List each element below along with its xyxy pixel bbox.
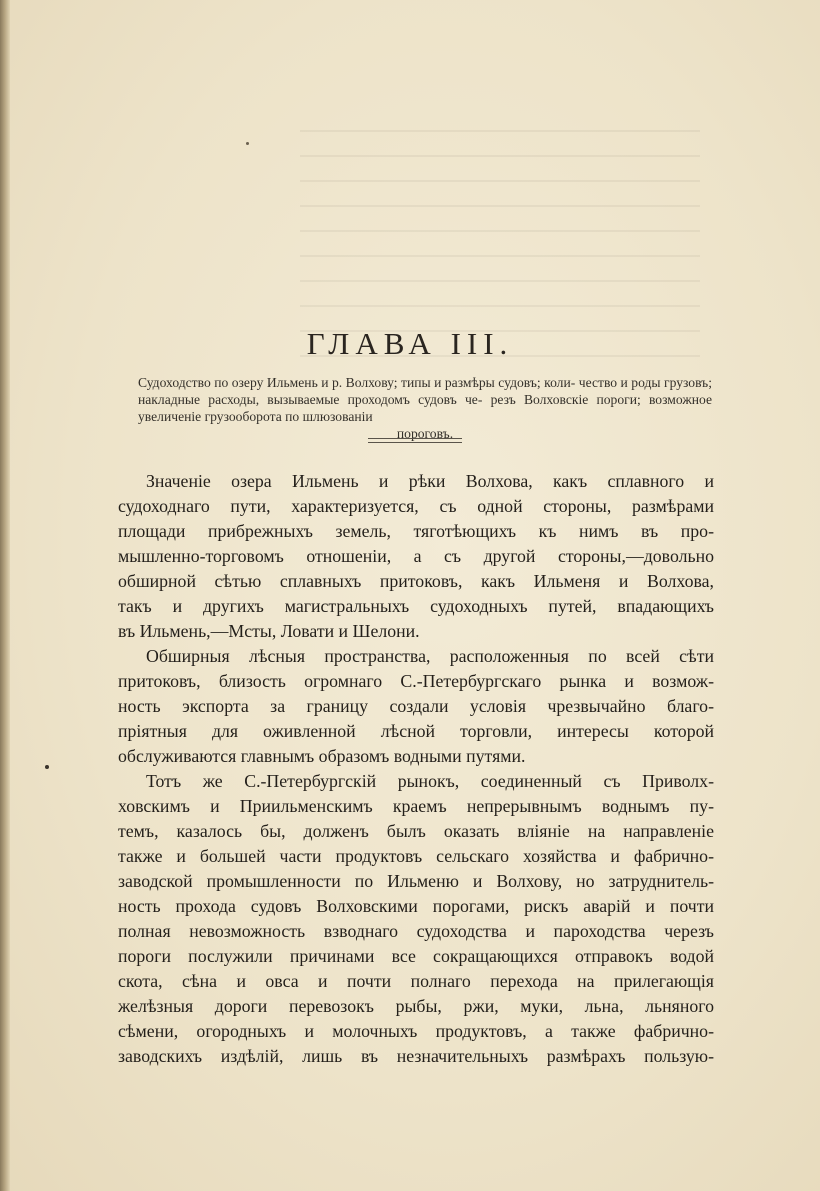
paper-speck xyxy=(246,142,249,145)
text-line: ность экспорта за границу создали условія чрезвычайно благо- xyxy=(118,696,714,716)
chapter-title: ГЛАВА III. xyxy=(306,326,514,361)
text-line: ховскимъ и Приильменскимъ краемъ непрерывнымъ воднымъ пу- xyxy=(118,796,714,816)
summary-line: Судоходство по озеру Ильмень и р. Волхову; типы и размѣры судовъ; коли- xyxy=(138,375,576,390)
text-line: также и большей части продуктовъ сельскаго хозяйства и фабрично- xyxy=(118,846,714,866)
text-line: заводской промышленности по Ильменю и Волхову, но затруднитель- xyxy=(118,871,714,891)
text-line: площади прибрежныхъ земель, тяготѣющихъ къ нимъ въ про- xyxy=(118,521,714,541)
text-line: судоходнаго пути, характеризуется, съ одной стороны, размѣрами xyxy=(118,496,714,516)
summary-line: чество и роды грузовъ; накладные расходы, вызываемые проходомъ судовъ че- xyxy=(138,375,712,407)
text-line: пороги послужили причинами все сокращающихся отправокъ водой xyxy=(118,946,714,966)
text-line: желѣзныя дороги перевозокъ рыбы, ржи, муки, льна, льняного xyxy=(118,996,714,1016)
text-line: обслуживаются главнымъ образомъ водными путями. xyxy=(118,746,526,766)
body-text xyxy=(118,469,714,1069)
text-line: сѣмени, огородныхъ и молочныхъ продуктовъ, а также фабрично- xyxy=(118,1021,714,1041)
book-spine-shadow xyxy=(0,0,10,1191)
summary-line: пороговъ. xyxy=(396,426,454,441)
chapter-summary xyxy=(138,374,712,442)
text-line: ность прохода судовъ Волховскими порогами, рискъ аварій и почти xyxy=(118,896,714,916)
text-line: притоковъ, близость огромнаго С.-Петербургскаго рынка и возмож- xyxy=(118,671,714,691)
text-line: Обширныя лѣсныя пространства, расположенныя по всей сѣти xyxy=(146,646,714,666)
text-line: темъ, казалось бы, долженъ былъ оказать вліяніе на направленіе xyxy=(118,821,714,841)
text-line: Тотъ же С.-Петербургскій рынокъ, соединенный съ Приволх- xyxy=(146,771,714,791)
text-line: мышленно-торговомъ отношеніи, а съ другой стороны,—довольно xyxy=(118,546,714,566)
text-line: обширной сѣтью сплавныхъ притоковъ, какъ Ильменя и Волхова, xyxy=(118,571,714,591)
text-line: заводскихъ издѣлій, лишь въ незначительныхъ размѣрахъ пользую- xyxy=(118,1046,714,1066)
text-line: такъ и другихъ магистральныхъ судоходныхъ путей, впадающихъ xyxy=(118,596,714,616)
section-divider xyxy=(368,438,462,443)
text-line: въ Ильмень,—Мсты, Ловати и Шелони. xyxy=(118,621,420,641)
margin-mark xyxy=(45,765,49,769)
text-line: полная невозможность взводнаго судоходства и пароходства черезъ xyxy=(118,921,714,941)
text-line: Значеніе озера Ильмень и рѣки Волхова, какъ сплавного и xyxy=(146,471,714,491)
text-line: скота, сѣна и овса и почти полнаго перехода на прилегающія xyxy=(118,971,714,991)
text-line: пріятныя для оживленной лѣсной торговли, интересы которой xyxy=(118,721,714,741)
summary-line: резъ Волховскіе пороги; возможное увеличеніе грузооборота по шлюзованіи xyxy=(138,392,712,424)
